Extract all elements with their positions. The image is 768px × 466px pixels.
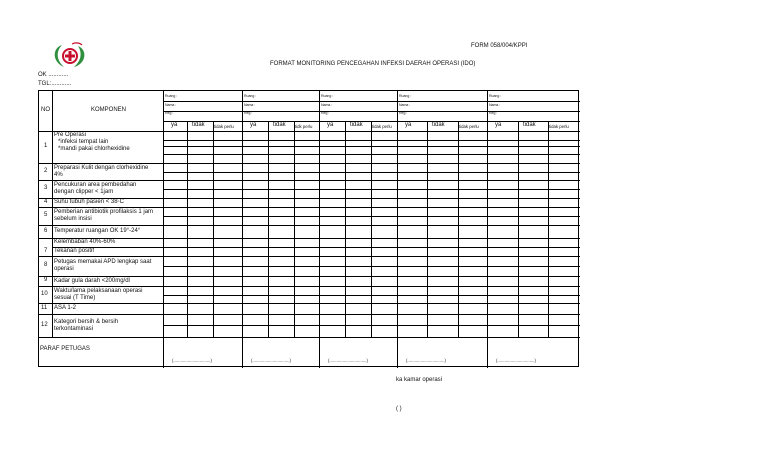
info-label: Ruang : — [399, 94, 412, 98]
table-rule — [163, 154, 580, 155]
table-rule — [163, 111, 580, 112]
component-text: sesuai (T Time) — [54, 294, 96, 301]
monitoring-table — [38, 90, 579, 367]
row-number: 11 — [41, 304, 48, 311]
header-ya: ya — [171, 122, 178, 128]
header-ya: ya — [495, 122, 502, 128]
component-text: Pencukuran area pembedahan — [54, 182, 137, 188]
info-label: Nama : — [244, 102, 256, 107]
signature-line: (...............................) — [172, 358, 212, 363]
row-number: 6 — [44, 227, 48, 234]
table-rule — [39, 180, 580, 181]
info-label: Nama : — [489, 102, 501, 107]
component-text: Pemberian antibiotik profilaksis 1 jam — [54, 209, 154, 215]
table-rule — [39, 337, 580, 338]
header-tidak-perlu: tidak perlu — [214, 124, 234, 129]
component-text: Petugas memakai APD lengkap saat — [54, 259, 152, 265]
component-text: Temperatur ruangan OK 19°-24° — [54, 228, 141, 234]
row-number: 12 — [41, 321, 48, 328]
row-number: 1 — [44, 143, 48, 149]
header-tidak: tidak — [432, 122, 445, 128]
component-text: Preparasi Kulit dengan clorhexidine — [54, 164, 149, 171]
info-label: Ruang : — [321, 94, 334, 98]
table-rule — [163, 295, 580, 296]
info-label: Nama : — [321, 102, 333, 107]
table-rule — [39, 131, 580, 132]
header-tidak-perlu: tidk perlu — [295, 124, 313, 129]
header-ya: ya — [250, 122, 257, 128]
component-text: 4% — [54, 171, 63, 178]
component-text: Pre Operasi — [54, 132, 87, 138]
table-rule — [163, 140, 580, 141]
component-text: ASA 1-2 — [54, 305, 77, 311]
component-text: operasi — [54, 266, 74, 272]
table-rule — [487, 91, 488, 368]
ok-field: OK ............ — [38, 72, 69, 78]
table-rule — [39, 238, 580, 239]
component-text: *infeksi tempat lain — [58, 139, 109, 145]
component-text: Suhu tubuh pasien < 38◦C — [54, 199, 125, 205]
signature-line: (...............................) — [406, 358, 446, 363]
hospital-logo — [48, 40, 92, 70]
signature-line: (...............................) — [251, 358, 291, 363]
info-label: Reg : — [244, 111, 253, 115]
component-text: sebelum insisi — [54, 216, 92, 222]
header-tidak-perlu: tidak perlu — [372, 124, 392, 129]
component-text: Kategori bersih & bersih — [54, 318, 119, 325]
document-title: FORMAT MONITORING PENCEGAHAN INFEKSI DAERAH OPERASI (IDO) — [270, 61, 476, 67]
table-rule — [163, 101, 580, 102]
info-label: Reg : — [489, 111, 498, 115]
table-rule — [52, 247, 580, 248]
komponen-header: KOMPONEN — [91, 107, 127, 113]
table-rule — [163, 266, 580, 267]
table-rule — [397, 91, 398, 368]
info-label: Nama : — [399, 102, 411, 107]
component-text: Tekanan positif — [54, 248, 95, 254]
header-ya: ya — [327, 122, 334, 128]
table-rule — [163, 91, 164, 368]
signature-line: (...............................) — [328, 358, 368, 363]
row-number: 3 — [44, 185, 48, 191]
paraf-label: PARAF PETUGAS — [40, 346, 90, 352]
info-label: Nama : — [165, 102, 177, 107]
table-rule — [39, 225, 580, 226]
component-text: Kelembaban 40%-60% — [54, 239, 116, 245]
component-text: dengan clipper < 1jam — [54, 189, 114, 195]
no-header: NO — [41, 107, 50, 113]
signature-line: (...............................) — [496, 358, 536, 363]
head-of-operating-room-label: ka kamar operasi — [396, 377, 443, 383]
table-rule — [39, 314, 580, 315]
component-text: Kadar gula darah <200mg/dl — [54, 277, 130, 284]
table-rule — [39, 303, 580, 304]
info-label: Reg : — [165, 111, 174, 115]
row-number: 8 — [44, 262, 48, 268]
header-tidak: tidak — [192, 122, 205, 128]
header-tidak-perlu: tidak perlu — [459, 124, 479, 129]
component-text: Waktu/lama pelaksanaan operasi — [54, 287, 143, 294]
info-label: Ruang : — [165, 94, 178, 98]
row-number: 7 — [44, 247, 48, 254]
table-rule — [163, 216, 580, 217]
header-tidak: tidak — [273, 122, 286, 128]
row-number: 10 — [41, 290, 48, 297]
info-label: Ruang : — [244, 94, 257, 98]
header-tidak: tidak — [523, 122, 536, 128]
signature-placeholder: ( ) — [396, 406, 402, 412]
table-rule — [163, 325, 580, 326]
table-rule — [52, 91, 53, 337]
table-rule — [242, 91, 243, 368]
table-rule — [163, 146, 580, 147]
header-tidak-perlu: tidak perlu — [549, 124, 569, 129]
table-rule — [39, 256, 580, 257]
component-text: terkontaminasi — [54, 325, 94, 332]
info-label: Reg : — [321, 111, 330, 115]
row-number: 2 — [44, 167, 48, 174]
table-rule — [319, 91, 320, 368]
table-rule — [163, 172, 580, 173]
row-number: 5 — [44, 212, 48, 218]
header-ya: ya — [405, 122, 412, 128]
row-number: 4 — [44, 198, 48, 205]
row-number: 9 — [44, 277, 48, 283]
table-rule — [39, 207, 580, 208]
component-text: *mandi pakai chlorhexidine — [58, 146, 130, 152]
table-rule — [163, 189, 580, 190]
info-label: Ruang : — [489, 94, 502, 98]
header-tidak: tidak — [350, 122, 363, 128]
date-field: TGL:............ — [38, 81, 72, 87]
form-number: FORM 058/004/KPPI — [471, 43, 528, 49]
info-label: Reg : — [399, 111, 408, 115]
